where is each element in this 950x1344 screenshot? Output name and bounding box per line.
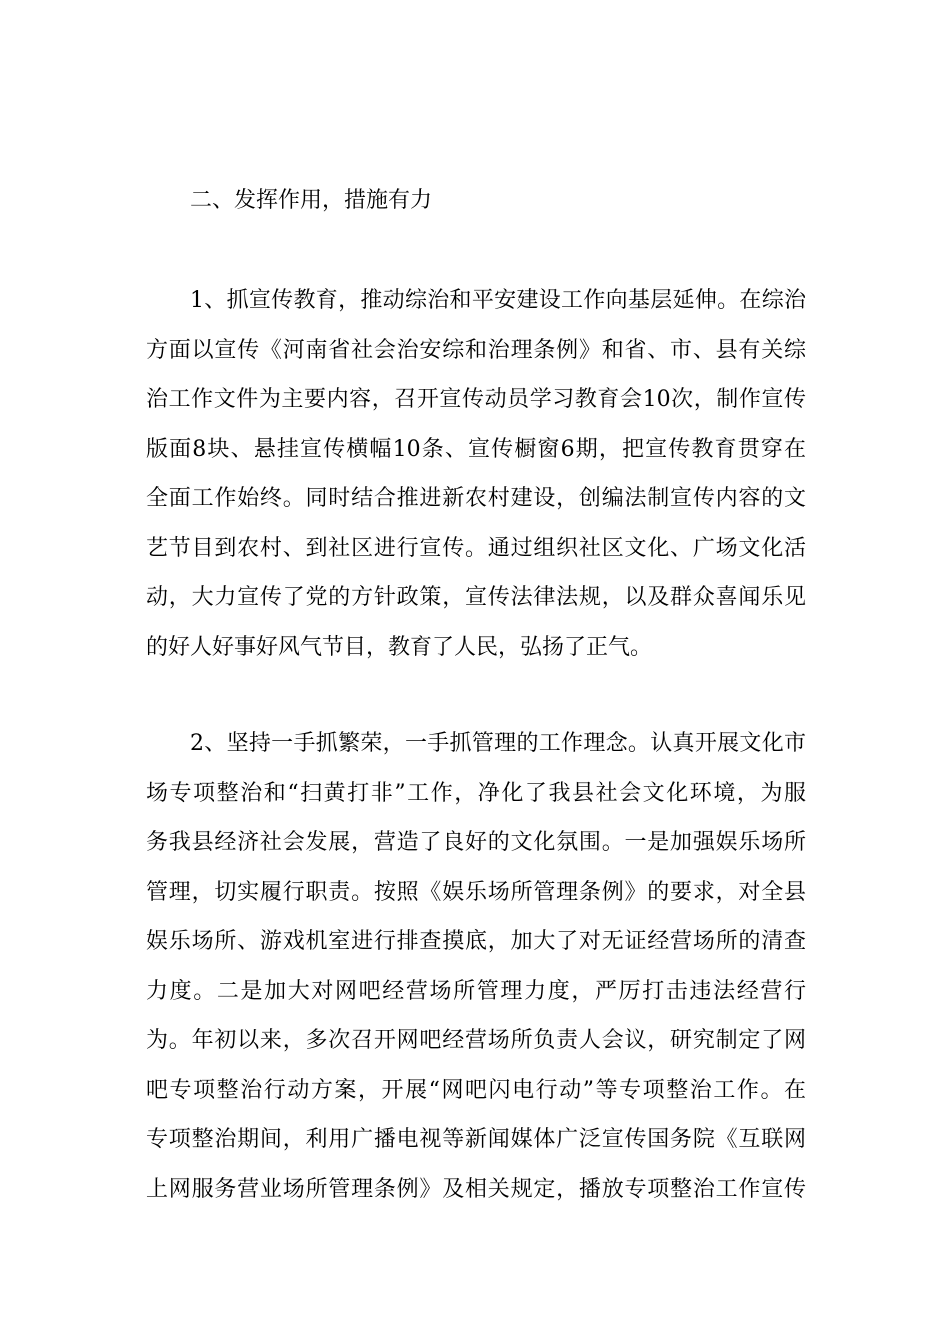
paragraph-2: [146, 719, 806, 1214]
paragraph-line: 版面8块、悬挂宣传横幅10条、宣传橱窗6期，把宣传教育贯穿在: [146, 436, 806, 462]
paragraph-line: 1、抓宣传教育，推动综治和平安建设工作向基层延伸。在综治: [190, 288, 806, 313]
paragraph-line: 全面工作始终。同时结合推进新农村建设，创编法制宣传内容的文: [146, 486, 806, 511]
paragraph-line: 动，大力宣传了党的方针政策，宣传法律法规，以及群众喜闻乐见: [146, 585, 806, 610]
heading-text: 二、发挥作用，措施有力: [190, 188, 433, 213]
paragraph-line: 务我县经济社会发展，营造了良好的文化氛围。一是加强娱乐场所: [146, 830, 806, 855]
paragraph-line: 为。年初以来，多次召开网吧经营场所负责人会议，研究制定了网: [146, 1028, 806, 1053]
paragraph-1: [146, 276, 806, 672]
paragraph-line: 2、坚持一手抓繁荣，一手抓管理的工作理念。认真开展文化市: [190, 731, 806, 756]
paragraph-line: 管理，切实履行职责。按照《娱乐场所管理条例》的要求，对全县: [146, 879, 806, 905]
paragraph-line: 吧专项整治行动方案，开展“网吧闪电行动”等专项整治工作。在: [146, 1077, 806, 1103]
section-heading: [146, 176, 806, 226]
paragraph-line: 力度。二是加大对网吧经营场所管理力度，严厉打击违法经营行: [146, 978, 806, 1004]
paragraph-line: 场专项整治和“扫黄打非”工作，净化了我县社会文化环境，为服: [146, 780, 806, 806]
paragraph-line: 专项整治期间，利用广播电视等新闻媒体广泛宣传国务院《互联网: [146, 1127, 806, 1152]
paragraph-line: 的好人好事好风气节目，教育了人民，弘扬了正气。: [146, 634, 653, 660]
paragraph-line: 上网服务营业场所管理条例》及相关规定，播放专项整治工作宣传: [146, 1176, 806, 1202]
paragraph-line: 艺节目到农村、到社区进行宣传。通过组织社区文化、广场文化活: [146, 535, 806, 561]
paragraph-line: 娱乐场所、游戏机室进行排查摸底，加大了对无证经营场所的清查: [146, 929, 806, 954]
paragraph-line: 方面以宣传《河南省社会治安综和治理条例》和省、市、县有关综: [146, 337, 806, 363]
paragraph-line: 治工作文件为主要内容，召开宣传动员学习教育会10次，制作宣传: [146, 387, 806, 412]
